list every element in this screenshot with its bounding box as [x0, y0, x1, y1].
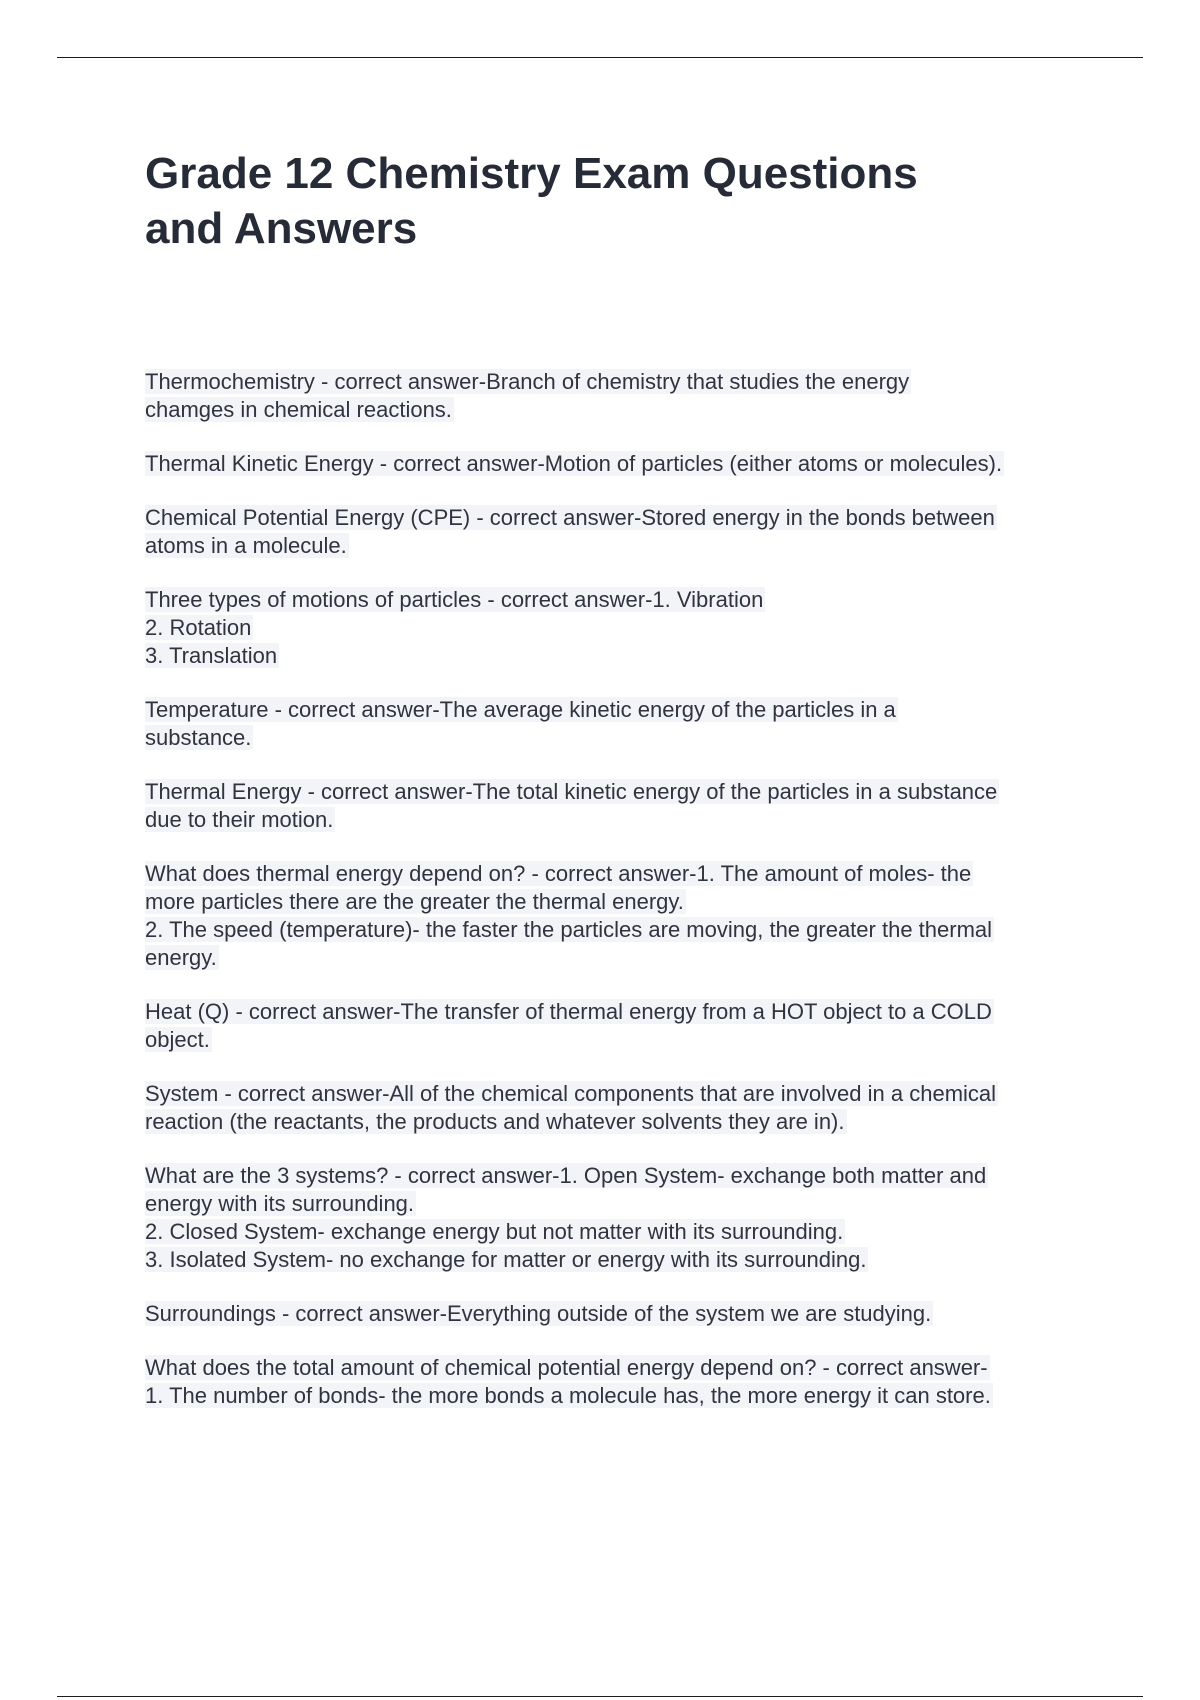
qa-text: 3. Isolated System- no exchange for matter or energy with its surrounding. [145, 1247, 867, 1272]
qa-line [145, 504, 1095, 532]
qa-text: chamges in chemical reactions. [145, 397, 452, 422]
qa-text: 2. Closed System- exchange energy but not matter with its surrounding. [145, 1219, 844, 1244]
bottom-rule [57, 1696, 1143, 1697]
top-rule [57, 57, 1143, 58]
qa-text: 2. Rotation [145, 615, 252, 640]
title-line: Grade 12 Chemistry Exam Questions [145, 149, 918, 198]
document-title [145, 146, 1065, 256]
qa-entry-thermal-kinetic-energy [145, 450, 1095, 478]
qa-line [145, 778, 1095, 806]
qa-line [145, 1108, 1095, 1136]
qa-text: What does thermal energy depend on? - correct answer-1. The amount of moles- the [145, 861, 972, 886]
qa-text: substance. [145, 725, 252, 750]
qa-line [145, 724, 1095, 752]
qa-line [145, 1246, 1095, 1274]
qa-entry-heat [145, 998, 1095, 1054]
qa-line [145, 1080, 1095, 1108]
qa-line [145, 944, 1095, 972]
qa-entry-three-systems [145, 1162, 1095, 1274]
qa-entry-thermal-energy [145, 778, 1095, 834]
qa-line [145, 450, 1095, 478]
qa-line [145, 1382, 1095, 1410]
qa-line [145, 1162, 1095, 1190]
title-line: and Answers [145, 204, 418, 253]
qa-text: System - correct answer-All of the chemical components that are involved in a chemical [145, 1081, 997, 1106]
qa-line [145, 888, 1095, 916]
qa-line [145, 860, 1095, 888]
qa-line [145, 1218, 1095, 1246]
qa-text: Heat (Q) - correct answer-The transfer of thermal energy from a HOT object to a COLD [145, 999, 992, 1024]
qa-line [145, 1026, 1095, 1054]
qa-text: atoms in a molecule. [145, 533, 347, 558]
qa-line [145, 1354, 1095, 1382]
qa-text: 3. Translation [145, 643, 278, 668]
qa-entry-surroundings [145, 1300, 1095, 1328]
qa-line [145, 586, 1095, 614]
qa-line [145, 1300, 1095, 1328]
qa-text: 1. The number of bonds- the more bonds a molecule has, the more energy it can store. [145, 1383, 991, 1408]
qa-entry-motion-types [145, 586, 1095, 670]
qa-entry-chemical-potential-energy [145, 504, 1095, 560]
qa-text: Thermal Energy - correct answer-The total kinetic energy of the particles in a substance [145, 779, 998, 804]
qa-text: Surroundings - correct answer-Everything outside of the system we are studying. [145, 1301, 932, 1326]
qa-line [145, 614, 1095, 642]
qa-text: more particles there are the greater the thermal energy. [145, 889, 684, 914]
qa-text: 2. The speed (temperature)- the faster the particles are moving, the greater the thermal [145, 917, 993, 942]
qa-line [145, 642, 1095, 670]
qa-text: due to their motion. [145, 807, 334, 832]
qa-line [145, 1190, 1095, 1218]
qa-text: What does the total amount of chemical potential energy depend on? - correct answer- [145, 1355, 988, 1380]
qa-text: Thermal Kinetic Energy - correct answer-Motion of particles (either atoms or molecules). [145, 451, 1003, 476]
qa-text: energy with its surrounding. [145, 1191, 415, 1216]
qa-text: Three types of motions of particles - correct answer-1. Vibration [145, 587, 764, 612]
qa-line [145, 368, 1095, 396]
qa-line [145, 396, 1095, 424]
qa-line [145, 806, 1095, 834]
qa-line [145, 998, 1095, 1026]
qa-line [145, 532, 1095, 560]
qa-text: energy. [145, 945, 217, 970]
qa-entry-thermal-energy-dependence [145, 860, 1095, 972]
qa-line [145, 916, 1095, 944]
qa-text: object. [145, 1027, 210, 1052]
qa-text: Thermochemistry - correct answer-Branch of chemistry that studies the energy [145, 369, 910, 394]
qa-text: Temperature - correct answer-The average kinetic energy of the particles in a [145, 697, 896, 722]
qa-entry-cpe-dependence [145, 1354, 1095, 1410]
qa-line [145, 696, 1095, 724]
qa-text: What are the 3 systems? - correct answer-1. Open System- exchange both matter and [145, 1163, 987, 1188]
qa-list [145, 368, 1095, 1436]
qa-entry-thermochemistry [145, 368, 1095, 424]
qa-entry-temperature [145, 696, 1095, 752]
qa-text: reaction (the reactants, the products and whatever solvents they are in). [145, 1109, 845, 1134]
qa-entry-system [145, 1080, 1095, 1136]
qa-text: Chemical Potential Energy (CPE) - correct answer-Stored energy in the bonds between [145, 505, 995, 530]
